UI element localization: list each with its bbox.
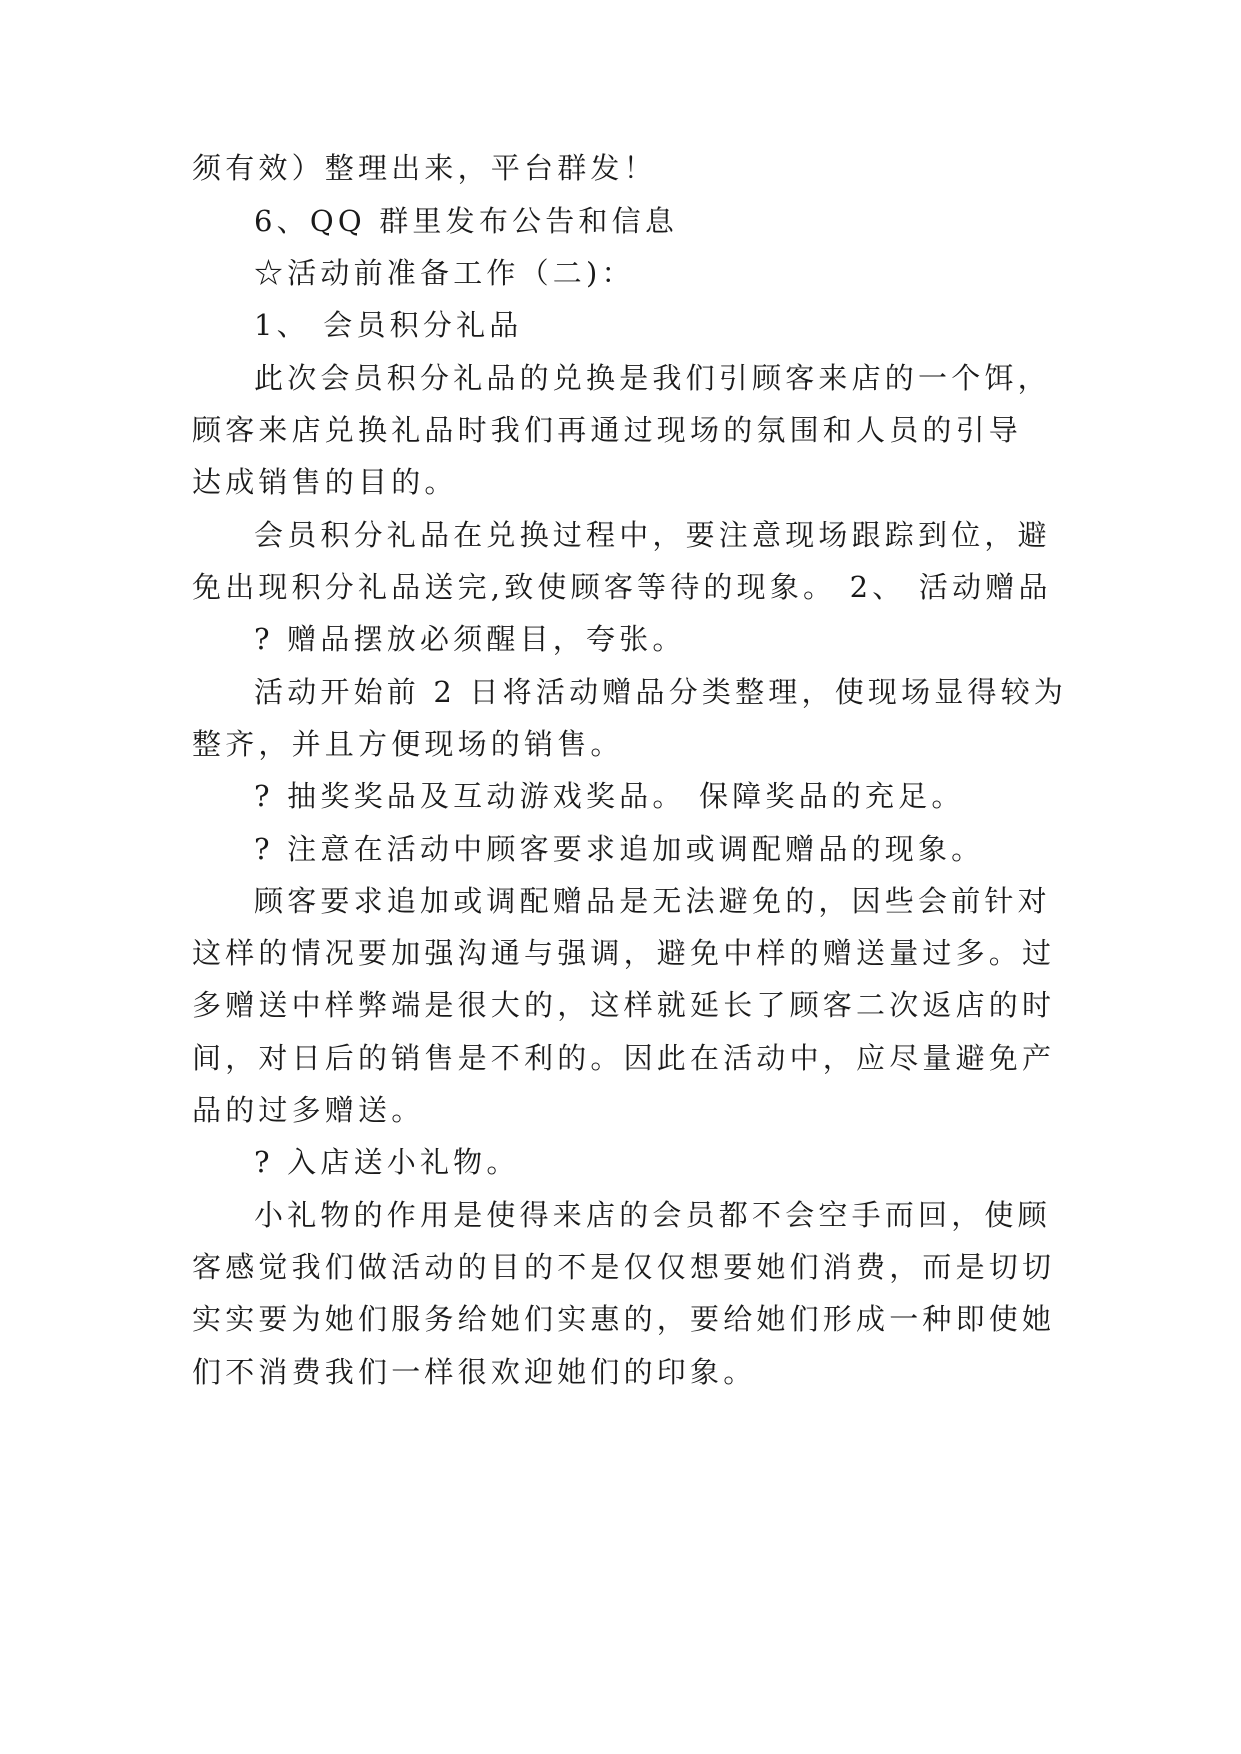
- text-line: 多赠送中样弊端是很大的，这样就延长了顾客二次返店的时: [192, 988, 1056, 1022]
- text-line: 整齐，并且方便现场的销售。: [192, 727, 624, 761]
- text-line: 这样的情况要加强沟通与强调，避免中样的赠送量过多。过: [192, 936, 1056, 970]
- bullet-line: ? 赠品摆放必须醒目，夸张。: [254, 622, 686, 656]
- text-line: 品的过多赠送。: [192, 1093, 425, 1127]
- bullet-line: ? 入店送小礼物。: [254, 1145, 520, 1179]
- text-line: 客感觉我们做活动的目的不是仅仅想要她们消费，而是切切: [192, 1250, 1056, 1284]
- section-heading: ☆活动前准备工作（二)：: [254, 256, 635, 290]
- bullet-line: ? 抽奖奖品及互动游戏奖品。 保障奖品的充足。: [254, 779, 965, 813]
- text-line: 此次会员积分礼品的兑换是我们引顾客来店的一个饵，: [254, 361, 1051, 395]
- text-line: 6、QQ 群里发布公告和信息: [254, 204, 679, 238]
- bullet-line: ? 注意在活动中顾客要求追加或调配赠品的现象。: [254, 832, 985, 866]
- text-line: 顾客要求追加或调配赠品是无法避免的，因些会前针对: [254, 884, 1051, 918]
- text-line: 们不消费我们一样很欢迎她们的印象。: [192, 1355, 757, 1389]
- text-line: 实实要为她们服务给她们实惠的，要给她们形成一种即使她: [192, 1302, 1056, 1336]
- text-line: 间，对日后的销售是不利的。因此在活动中，应尽量避免产: [192, 1041, 1056, 1075]
- text-line: 免出现积分礼品送完,致使顾客等待的现象。 2、 活动赠品: [192, 570, 1052, 604]
- text-line: 达成销售的目的。: [192, 465, 458, 499]
- text-line: 须有效）整理出来，平台群发！: [192, 151, 657, 185]
- text-line: 活动开始前 2 日将活动赠品分类整理，使现场显得较为: [254, 675, 1068, 709]
- text-line: 顾客来店兑换礼品时我们再通过现场的氛围和人员的引导: [192, 413, 1023, 447]
- text-line: 会员积分礼品在兑换过程中，要注意现场跟踪到位，避: [254, 518, 1051, 552]
- text-line: 小礼物的作用是使得来店的会员都不会空手而回，使顾: [254, 1198, 1051, 1232]
- subsection-heading: 1、 会员积分礼品: [254, 308, 523, 342]
